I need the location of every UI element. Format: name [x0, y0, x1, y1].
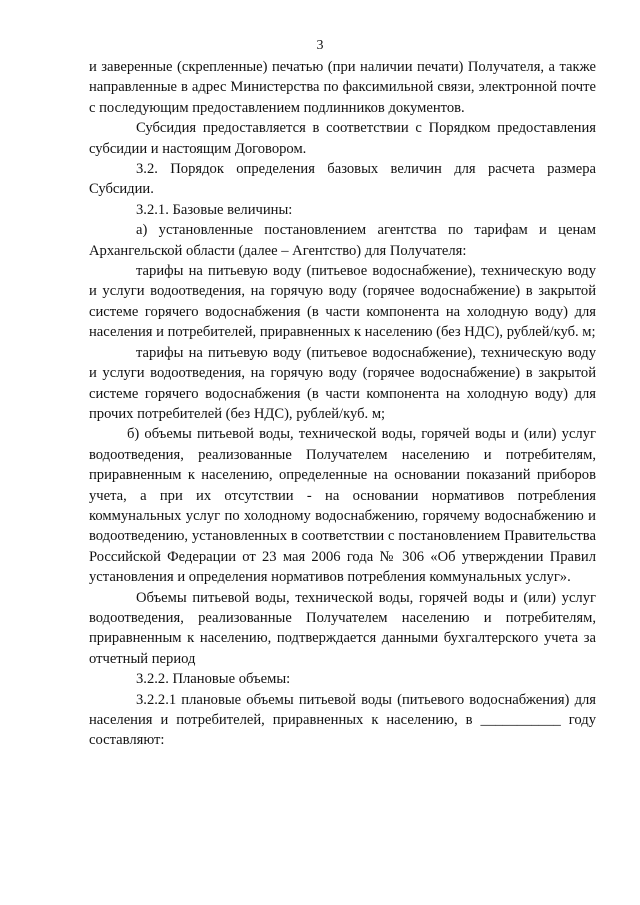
- paragraph-documents-continuation: и заверенные (скрепленные) печатью (при наличии печати) Получателя, а также направленные в адрес Министерства по факсимильной связи, электронной почте с последующим предоставлением подлинников документов.: [89, 59, 596, 116]
- page-number: 3: [316, 38, 324, 53]
- paragraph-volumes-confirmation: Объемы питьевой воды, технической воды, горячей воды и (или) услуг водоотведения, реализованные Получателем населению и потребителям, приравненным к населению, подтверждается данными бухгалтерского учета за отчетный период: [89, 589, 596, 667]
- paragraph-tariffs-other-consumers: тарифы на питьевую воду (питьевое водоснабжение), техническую воду и услуги водоотведения, на горячую воду (горячее водоснабжение) в закрытой системе горячего водоснабжения (в части компонента на холодную воду) для прочих потребителей (без НДС), рублей/куб. м;: [89, 344, 596, 422]
- paragraph-section-3-2-2: 3.2.2. Плановые объемы:: [136, 671, 291, 688]
- paragraph-tariffs-population: тарифы на питьевую воду (питьевое водоснабжение), техническую воду и услуги водоотведения, на горячую воду (горячее водоснабжение) в закрытой системе горячего водоснабжения (в части компонента на холодную воду) для населения и потребителей, приравненных к населению (без НДС), рублей/куб. м;: [89, 263, 596, 341]
- paragraph-section-3-2: 3.2. Порядок определения базовых величин для расчета размера Субсидии.: [89, 161, 596, 198]
- paragraph-item-a: а) установленные постановлением агентства по тарифам и ценам Архангельской области (далее – Агентство) для Получателя:: [89, 222, 596, 259]
- paragraph-section-3-2-2-1: 3.2.2.1 плановые объемы питьевой воды (питьевого водоснабжения) для населения и потребителей, приравненных к населению, в ___________ году составляют:: [89, 691, 596, 749]
- document-body: [89, 57, 596, 751]
- paragraph-section-3-2-1: 3.2.1. Базовые величины:: [136, 201, 293, 218]
- paragraph-item-b: б) объемы питьевой воды, технической воды, горячей воды и (или) услуг водоотведения, реализованные Получателем населению и потребителям, приравненным к населению, определенные на основании показаний приборов учета, а при их отсутствии - на основании нормативов потребления коммунальных услуг по холодному водоснабжению, горячему водоснабжению и водоотведению, установленных в соответствии с постановлением Правительства Российской Федерации от 23 мая 2006 года № 306 «Об утверждении Правил установления и определения нормативов потребления коммунальных услуг».: [89, 426, 596, 586]
- paragraph-subsidy-provision: Субсидия предоставляется в соответствии с Порядком предоставления субсидии и настоящим Договором.: [89, 120, 596, 157]
